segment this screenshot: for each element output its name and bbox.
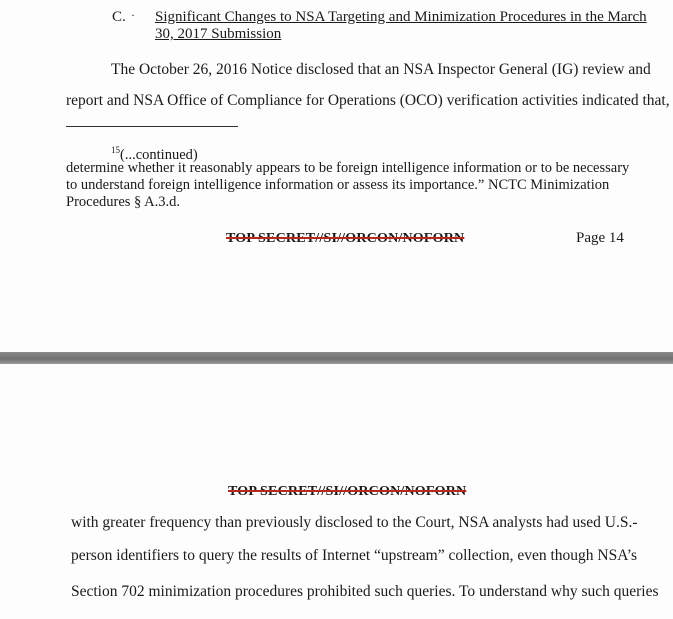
document-page-15 xyxy=(0,364,673,619)
body-line-1: with greater frequency than previously disclosed to the Court, NSA analysts had used U.S.- xyxy=(71,514,638,531)
footnote-line-2: to understand foreign intelligence information or assess its importance.” NCTC Minimization xyxy=(66,177,610,193)
body-line-2: person identifiers to query the results of Internet “upstream” collection, even though NSA’s xyxy=(71,547,638,564)
page-number: Page 14 xyxy=(576,230,624,246)
classification-marking-header: TOP SECRET//SI//ORCON/NOFORN xyxy=(228,484,467,499)
body-line-2: report and NSA Office of Compliance for Operations (OCO) verification activities indicated that, xyxy=(66,92,670,109)
section-heading-line-1: Significant Changes to NSA Targeting and Minimization Procedures in the March xyxy=(155,9,647,25)
footnote-rule xyxy=(66,126,238,127)
section-marker: · xyxy=(131,8,135,22)
body-line-3: Section 702 minimization procedures prohibited such queries. To understand why such queries xyxy=(71,583,659,600)
footnote-line-3: Procedures § A.3.d. xyxy=(66,194,180,210)
body-line-1: The October 26, 2016 Notice disclosed that an NSA Inspector General (IG) review and xyxy=(111,61,651,78)
classification-marking-footer: TOP SECRET//SI//ORCON/NOFORN xyxy=(226,231,465,246)
section-heading-line-2: 30, 2017 Submission xyxy=(155,26,282,42)
section-letter: C. xyxy=(112,9,126,25)
footnote-number: 15 xyxy=(111,145,120,155)
page-separator xyxy=(0,352,673,364)
footnote-continued-label: (...continued) xyxy=(120,146,198,163)
footnote-line-1: determine whether it reasonably appears to be foreign intelligence information or to be necessary xyxy=(66,160,630,176)
